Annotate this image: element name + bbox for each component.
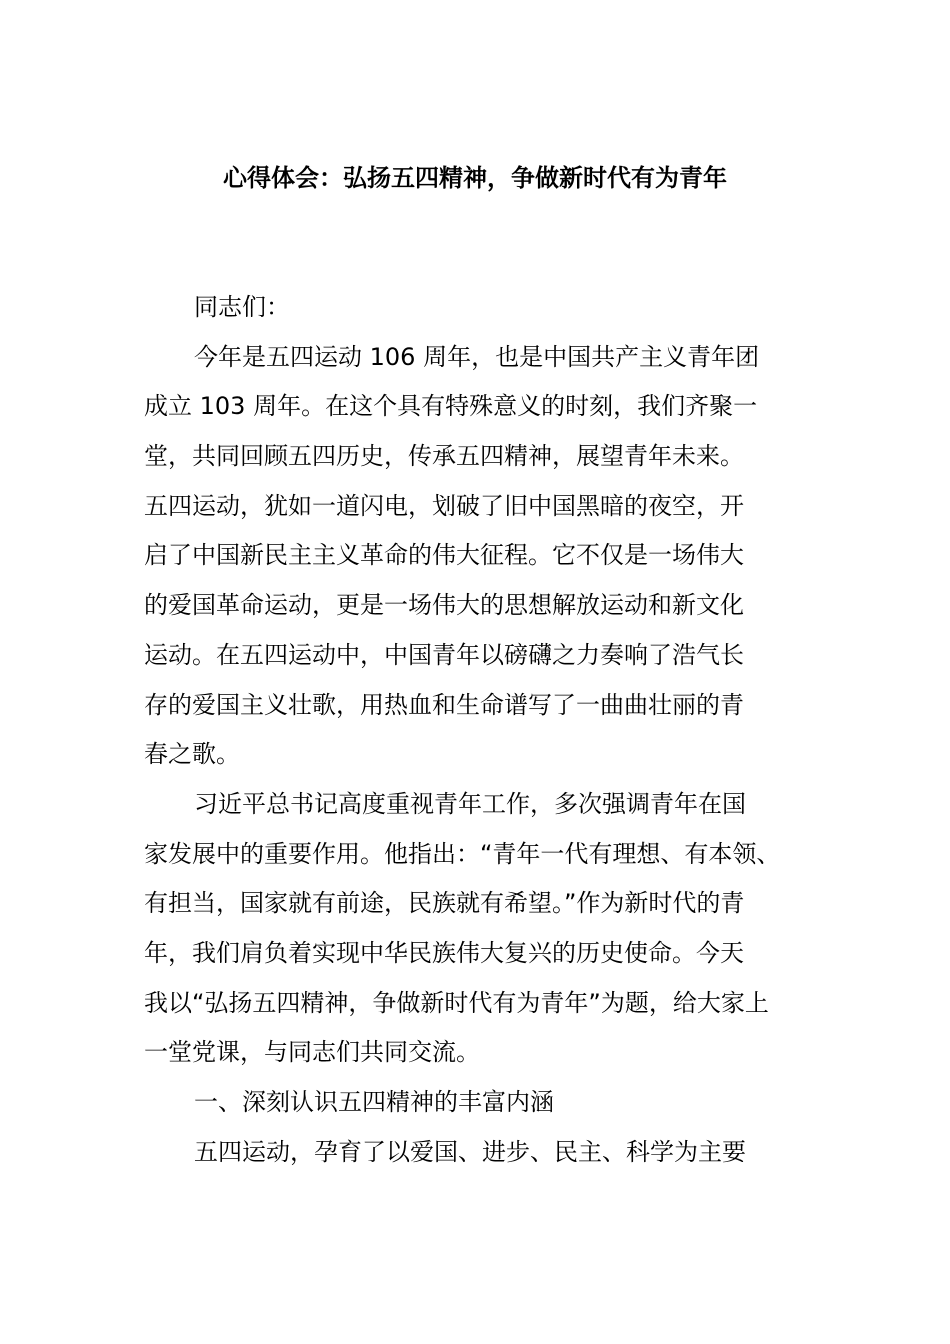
text-line: 有担当，国家就有前途，民族就有希望。”作为新时代的青 [144, 889, 745, 918]
text-line: 堂，共同回顾五四历史，传承五四精神，展望青年未来。 [144, 442, 744, 471]
text-line: 五四运动，孕育了以爱国、进步、民主、科学为主要 [194, 1137, 746, 1166]
text-line: 五四运动，犹如一道闪电，划破了旧中国黑暗的夜空，开 [144, 491, 744, 520]
text-line: 我以“弘扬五四精神，争做新时代有为青年”为题，给大家上 [144, 988, 769, 1017]
section-heading: 一、深刻认识五四精神的丰富内涵 [194, 1088, 554, 1116]
text-line: 的爱国革命运动，更是一场伟大的思想解放运动和新文化 [144, 591, 744, 620]
text-line: 存的爱国主义壮歌，用热血和生命谱写了一曲曲壮丽的青 [144, 690, 744, 719]
text-line-salutation: 同志们： [194, 293, 290, 321]
document-title: 心得体会：弘扬五四精神，争做新时代有为青年 [223, 164, 727, 192]
text-line: 春之歌。 [144, 740, 240, 769]
text-line: 启了中国新民主主义革命的伟大征程。它不仅是一场伟大 [144, 541, 744, 570]
text-line: 今年是五四运动 106 周年，也是中国共产主义青年团 [194, 342, 760, 371]
text-line: 运动。在五四运动中，中国青年以磅礴之力奏响了浩气长 [144, 640, 744, 669]
text-line: 一堂党课，与同志们共同交流。 [144, 1038, 480, 1067]
text-line: 年，我们肩负着实现中华民族伟大复兴的历史使命。今天 [144, 938, 744, 967]
text-line: 习近平总书记高度重视青年工作，多次强调青年在国 [194, 789, 746, 818]
document-body [144, 283, 814, 1177]
text-line: 家发展中的重要作用。他指出：“青年一代有理想、有本领、 [144, 839, 781, 868]
text-line: 成立 103 周年。在这个具有特殊意义的时刻，我们齐聚一 [144, 392, 758, 421]
